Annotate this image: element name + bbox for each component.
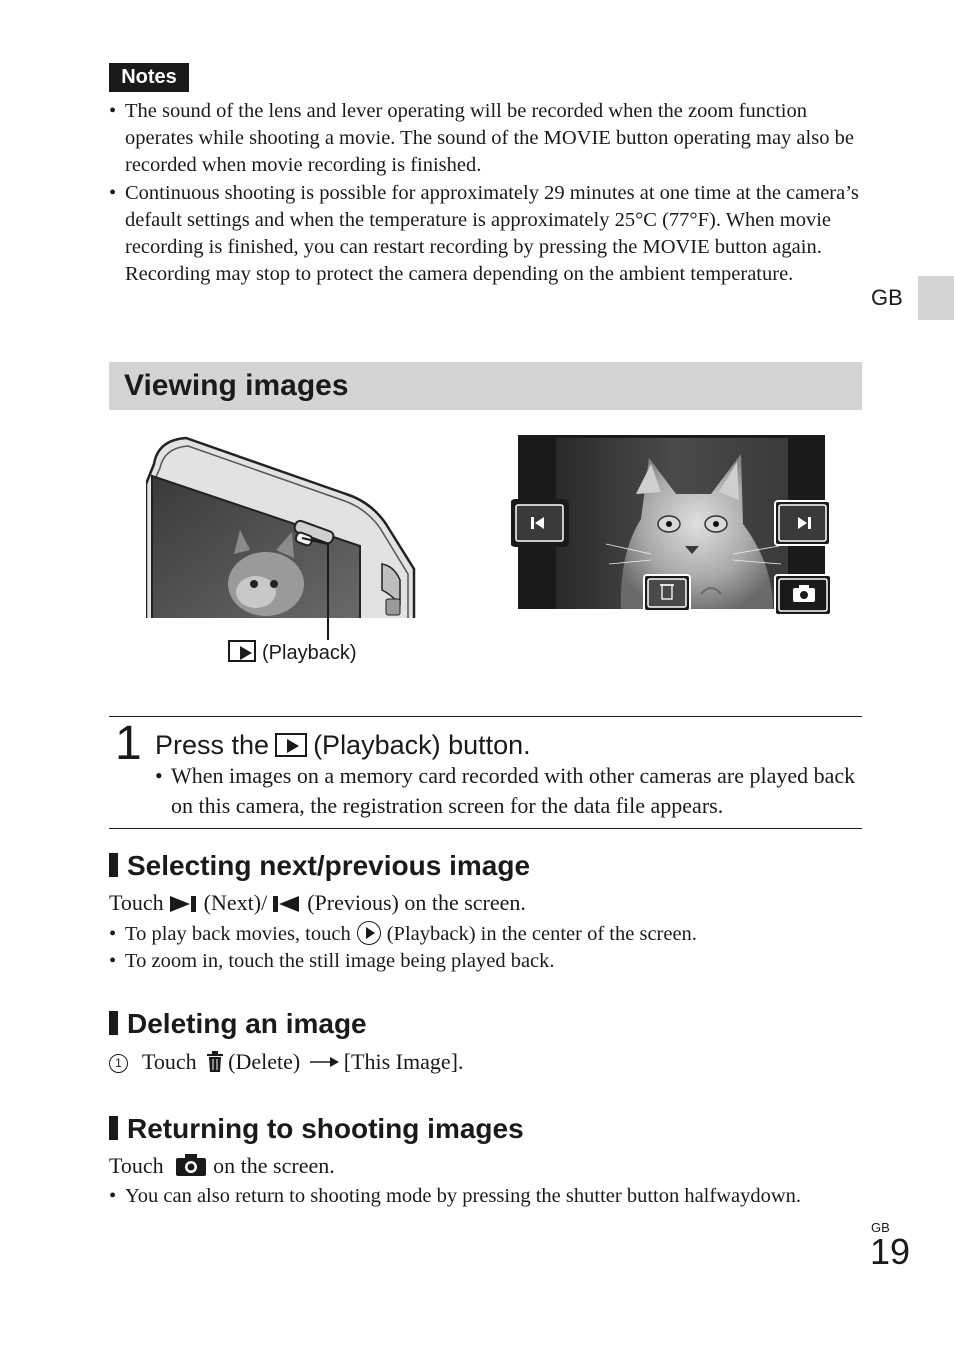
next-icon[interactable] bbox=[775, 501, 830, 545]
selecting-line bbox=[109, 888, 526, 918]
deleting-heading bbox=[109, 1007, 367, 1041]
trash-icon bbox=[206, 1051, 224, 1073]
selecting-bullet-movies bbox=[109, 921, 697, 948]
returning-line bbox=[109, 1151, 335, 1181]
camera-illustration bbox=[146, 434, 416, 620]
returning-heading bbox=[109, 1112, 524, 1146]
selecting-bullet1-post: (Playback) in the center of the screen. bbox=[386, 923, 697, 945]
arrow-right-icon bbox=[310, 1056, 340, 1068]
step-rule-bottom bbox=[109, 828, 862, 829]
deleting-delete: (Delete) bbox=[228, 1049, 301, 1074]
returning-heading-text: Returning to shooting images bbox=[127, 1113, 524, 1144]
step-title-post: (Playback) button. bbox=[313, 730, 531, 760]
note-item: • Continuous shooting is possible for approximately 29 minutes at one time at the camera’s default settings and when the temperature is approximately 25°C (77°F). When movie recording is finished, you can restart recording by pressing the MOVIE button again. Recording may stop to protect the camera depending on the ambient temperature. bbox=[109, 180, 869, 289]
notes-badge: Notes bbox=[109, 63, 189, 92]
returning-bullet: • You can also return to shooting mode by pressing the shutter button halfwaydown. bbox=[109, 1183, 801, 1210]
step-title bbox=[155, 727, 531, 763]
step-rule-top bbox=[109, 716, 862, 717]
next-icon bbox=[168, 893, 200, 913]
selecting-heading-text: Selecting next/previous image bbox=[127, 850, 531, 881]
selecting-bullet1-pre: To play back movies, touch bbox=[125, 923, 351, 945]
trash-icon[interactable] bbox=[644, 575, 690, 611]
callout-line bbox=[327, 618, 331, 640]
deleting-heading-text: Deleting an image bbox=[127, 1008, 367, 1039]
playback-button-icon bbox=[275, 733, 307, 757]
heading-marker bbox=[109, 1011, 118, 1035]
returning-touch: Touch bbox=[109, 1153, 164, 1178]
selecting-next: (Next)/ bbox=[203, 890, 268, 915]
selecting-touch: Touch bbox=[109, 890, 164, 915]
playback-icon bbox=[357, 921, 381, 945]
deleting-line bbox=[109, 1047, 463, 1077]
step-number: 1 bbox=[115, 717, 142, 770]
deleting-touch: Touch bbox=[142, 1049, 197, 1074]
deleting-target: [This Image]. bbox=[343, 1049, 464, 1074]
selecting-heading bbox=[109, 849, 530, 883]
notes-list bbox=[109, 98, 869, 288]
previous-icon[interactable] bbox=[512, 501, 567, 545]
camera-icon bbox=[175, 1153, 207, 1177]
playback-callout-label: (Playback) bbox=[262, 642, 357, 664]
playback-callout bbox=[228, 640, 356, 666]
side-tab-label: GB bbox=[871, 285, 903, 310]
heading-marker bbox=[109, 853, 118, 877]
selecting-prev: (Previous) on the screen. bbox=[307, 890, 526, 915]
selecting-bullet-zoom: • To zoom in, touch the still image being played back. bbox=[109, 948, 555, 975]
step-note: • When images on a memory card recorded with other cameras are played back on this camera, the registration screen for the data file appears. bbox=[155, 761, 865, 821]
step-title-pre: Press the bbox=[155, 730, 270, 760]
note-item: • The sound of the lens and lever operating will be recorded when the zoom function operates while shooting a movie. The sound of the MOVIE button operating may also be recorded when movie recording is finished. bbox=[109, 98, 869, 180]
previous-icon bbox=[271, 893, 303, 913]
playback-button-icon bbox=[228, 640, 256, 662]
heading-marker bbox=[109, 1116, 118, 1140]
footer-region: GB bbox=[871, 1220, 890, 1235]
step-circle-marker: 1 bbox=[109, 1054, 128, 1073]
side-tab bbox=[918, 276, 954, 320]
section-title: Viewing images bbox=[124, 369, 349, 402]
returning-post: on the screen. bbox=[213, 1153, 335, 1178]
camera-icon[interactable] bbox=[775, 575, 831, 615]
page-number: 19 bbox=[870, 1231, 911, 1272]
playback-screen-illustration bbox=[511, 434, 836, 618]
